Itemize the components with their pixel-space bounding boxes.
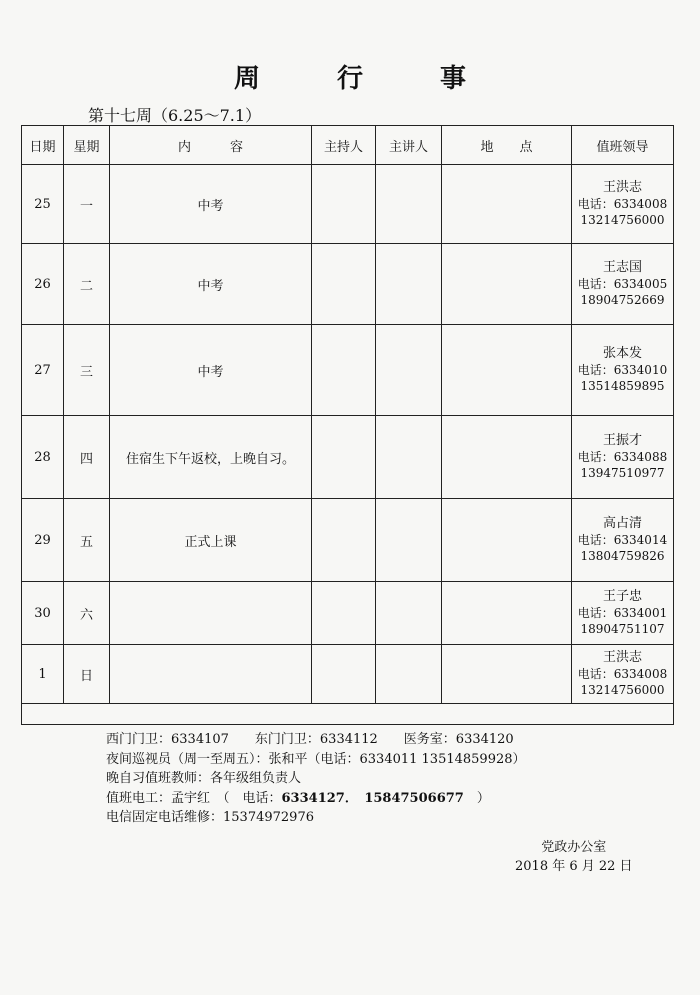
cell-location [442,244,572,325]
cell-location [442,325,572,416]
table-header-row [22,126,674,165]
cell-leader [572,645,674,704]
table-row [22,645,674,704]
cell-leader [572,244,674,325]
cell-weekday: 六 [64,582,110,645]
cell-leader [572,325,674,416]
leader-mobile: 18904751107 [580,622,665,636]
electrician-numbers: 6334127． 15847506677 [281,790,464,806]
cell-host [312,165,376,244]
cell-host [312,416,376,499]
table-row [22,582,674,645]
signature-block [515,838,633,876]
cell-location [442,165,572,244]
electrician-close: ） [463,790,490,806]
cell-location [442,645,572,704]
issue-date: 2018 年 6 月 22 日 [515,859,633,874]
electrician-label: 值班电工：孟宇红 （ 电话： [106,790,282,806]
note-phone-repair: 电信固定电话维修：15374972976 [106,810,314,825]
cell-weekday: 一 [64,165,110,244]
leader-mobile: 13947510977 [580,466,665,480]
cell-speaker [376,244,442,325]
cell-speaker [376,416,442,499]
cell-leader [572,165,674,244]
leader-name: 王振才 [602,433,642,448]
cell-speaker [376,325,442,416]
cell-location [442,499,572,582]
cell-content: 中考 [110,325,312,416]
cell-leader [572,416,674,499]
header-leader: 值班领导 [572,126,674,165]
leader-name: 王洪志 [602,180,642,195]
note-evening-study: 晚自习值班教师：各年级组负责人 [106,771,302,786]
cell-content: 正式上课 [110,499,312,582]
cell-speaker [376,582,442,645]
table-row [22,165,674,244]
table-row [22,416,674,499]
leader-mobile: 18904752669 [580,293,665,307]
leader-phone: 电话：6334001 [577,606,668,620]
header-weekday: 星期 [64,126,110,165]
cell-leader [572,499,674,582]
cell-host [312,582,376,645]
cell-speaker [376,645,442,704]
cell-weekday: 二 [64,244,110,325]
leader-name: 高占清 [602,516,642,531]
cell-date: 26 [22,244,64,325]
cell-speaker [376,165,442,244]
week-label: 第十七周（6.25～7.1） [88,106,262,125]
cell-host [312,645,376,704]
empty-cell [22,704,674,725]
table-row [22,244,674,325]
leader-name: 王洪志 [602,650,642,665]
cell-date: 1 [22,645,64,704]
leader-mobile: 13804759826 [580,549,665,563]
cell-speaker [376,499,442,582]
leader-name: 王子忠 [602,589,642,604]
table-empty-row [22,704,674,725]
cell-date: 27 [22,325,64,416]
leader-phone: 电话：6334014 [577,533,668,547]
cell-date: 30 [22,582,64,645]
table-row [22,499,674,582]
leader-phone: 电话：6334008 [577,667,668,681]
leader-phone: 电话：6334010 [577,363,668,377]
page-title: 周 行 事 [233,64,501,94]
header-content: 内 容 [110,126,312,165]
cell-date: 28 [22,416,64,499]
cell-weekday: 三 [64,325,110,416]
cell-location [442,582,572,645]
header-date: 日期 [22,126,64,165]
cell-content: 住宿生下午返校，上晚自习。 [110,416,312,499]
header-location: 地 点 [442,126,572,165]
leader-mobile: 13214756000 [580,213,665,227]
leader-mobile: 13514859895 [580,379,665,393]
contact-notes [106,730,526,828]
cell-host [312,325,376,416]
leader-phone: 电话：6334005 [577,277,668,291]
leader-name: 张本发 [602,346,642,361]
leader-phone: 电话：6334008 [577,197,668,211]
cell-leader [572,582,674,645]
cell-weekday: 四 [64,416,110,499]
cell-date: 29 [22,499,64,582]
note-gate-phones: 西门门卫：6334107 东门门卫：6334112 医务室：6334120 [106,732,514,747]
note-night-patrol: 夜间巡视员（周一至周五）：张和平（电话：6334011 13514859928） [106,751,526,767]
cell-host [312,499,376,582]
note-electrician [106,789,526,809]
cell-content: 中考 [110,244,312,325]
issuing-office: 党政办公室 [541,840,607,855]
cell-content [110,645,312,704]
table-row [22,325,674,416]
leader-mobile: 13214756000 [580,683,665,697]
cell-date: 25 [22,165,64,244]
cell-weekday: 五 [64,499,110,582]
header-speaker: 主讲人 [376,126,442,165]
cell-location [442,416,572,499]
header-host: 主持人 [312,126,376,165]
leader-name: 王志国 [602,260,642,275]
schedule-table [21,125,674,725]
leader-phone: 电话：6334088 [577,450,668,464]
cell-host [312,244,376,325]
cell-content [110,582,312,645]
cell-weekday: 日 [64,645,110,704]
cell-content: 中考 [110,165,312,244]
